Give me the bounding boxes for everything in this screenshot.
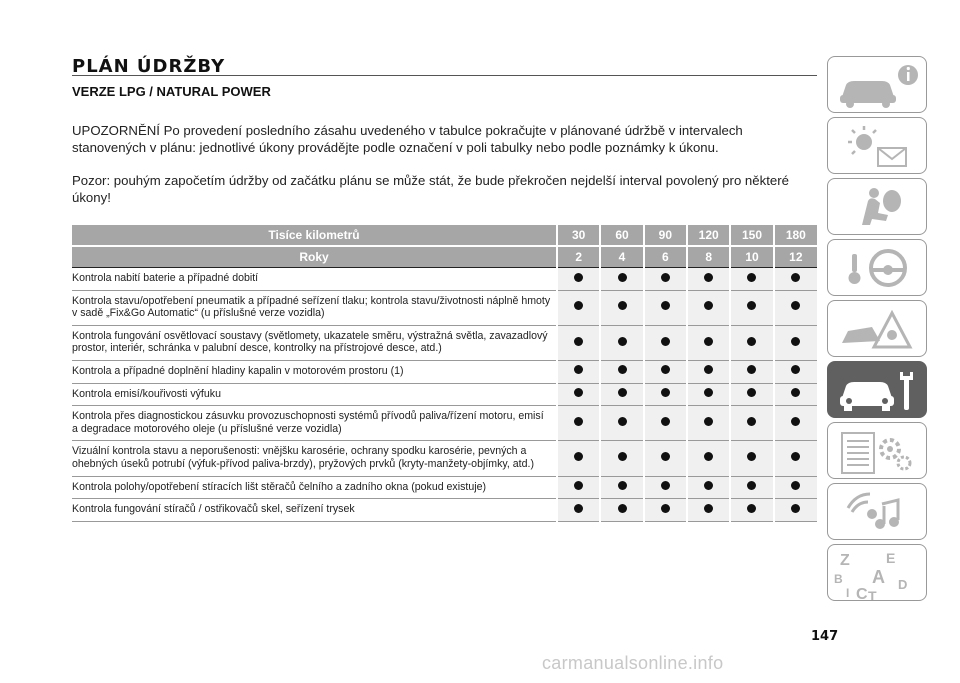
maintenance-table [72,225,817,522]
check-dot-icon [661,504,670,513]
table-row [72,406,817,441]
index-letter: C [856,586,868,602]
header-years-value: 12 [774,246,817,268]
interval-cell [644,325,687,360]
header-years-value: 2 [557,246,600,268]
warning-paragraph: UPOZORNĚNÍ Po provedení posledního zásahu uvedeného v tabulce pokračujte v plánované údržbě v intervalech stanovených v plánu: jednotlivé úkony provádějte podle označení v poli tabulky nebo podle poznámky k úkonu. [72,123,743,155]
header-km-label: Tisíce kilometrů [72,225,557,246]
sidebar-tab-emergency[interactable] [827,300,927,357]
check-dot-icon [618,388,627,397]
interval-cell [557,360,600,383]
header-years-value: 10 [730,246,773,268]
header-years-value: 6 [644,246,687,268]
task-label: Kontrola polohy/opotřebení stíracích lišt stěračů čelního a zadního okna (pokud existuje) [72,476,557,499]
interval-cell [774,383,817,406]
interval-cell [687,406,730,441]
interval-cell [687,383,730,406]
interval-cell [730,383,773,406]
interval-cell [644,406,687,441]
check-dot-icon [574,504,583,513]
page-number: 147 [811,629,839,644]
check-dot-icon [704,301,713,310]
header-km-value: 60 [600,225,643,246]
table-row [72,499,817,522]
interval-cell [557,290,600,325]
check-dot-icon [661,452,670,461]
interval-cell [600,360,643,383]
table-row [72,268,817,291]
check-dot-icon [791,365,800,374]
check-dot-icon [704,388,713,397]
interval-cell [644,476,687,499]
sidebar-tab-warning-lights[interactable] [827,117,927,174]
check-dot-icon [618,504,627,513]
check-dot-icon [747,365,756,374]
check-dot-icon [661,417,670,426]
header-km-value: 90 [644,225,687,246]
check-dot-icon [618,301,627,310]
caution-paragraph: Pozor: pouhým započetím údržby od začátku plánu se může stát, že bude překročen nejdelší interval povolený pro některé úkony! [72,173,789,205]
task-label: Kontrola nabití baterie a případné dobití [72,268,557,291]
interval-cell [557,406,600,441]
check-dot-icon [704,417,713,426]
check-dot-icon [791,337,800,346]
index-letter: Z [840,552,850,569]
interval-cell [644,360,687,383]
interval-cell [557,441,600,476]
sidebar-tab-steering-key[interactable] [827,239,927,296]
section-subtitle: VERZE LPG / NATURAL POWER [72,84,271,99]
index-letter: B [834,572,843,586]
check-dot-icon [574,365,583,374]
interval-cell [557,476,600,499]
table-row [72,441,817,476]
interval-cell [774,441,817,476]
index-letter: T [868,588,877,602]
interval-cell [774,268,817,291]
check-dot-icon [747,388,756,397]
interval-cell [600,406,643,441]
interval-cell [730,441,773,476]
task-label: Kontrola emisí/kouřivosti výfuku [72,383,557,406]
page-title: PLÁN ÚDRŽBY [72,56,226,77]
check-dot-icon [791,481,800,490]
sidebar-tab-airbag-seat[interactable] [827,178,927,235]
interval-cell [774,360,817,383]
interval-cell [557,268,600,291]
interval-cell [730,268,773,291]
interval-cell [774,499,817,522]
header-km-value: 180 [774,225,817,246]
interval-cell [687,441,730,476]
table-row [72,325,817,360]
check-dot-icon [661,388,670,397]
header-row-km [72,225,817,246]
header-row-years [72,246,817,268]
task-label: Kontrola a případné doplnění hladiny kapalin v motorovém prostoru (1) [72,360,557,383]
header-km-value: 30 [557,225,600,246]
interval-cell [557,325,600,360]
check-dot-icon [704,273,713,282]
check-dot-icon [704,452,713,461]
interval-cell [600,325,643,360]
check-dot-icon [574,481,583,490]
check-dot-icon [747,452,756,461]
header-km-value: 120 [687,225,730,246]
check-dot-icon [661,273,670,282]
interval-cell [600,383,643,406]
interval-cell [730,476,773,499]
check-dot-icon [618,337,627,346]
header-years-label: Roky [72,246,557,268]
check-dot-icon [618,273,627,282]
check-dot-icon [791,273,800,282]
interval-cell [600,268,643,291]
interval-cell [730,499,773,522]
interval-cell [687,499,730,522]
interval-cell [687,360,730,383]
check-dot-icon [747,273,756,282]
check-dot-icon [574,417,583,426]
interval-cell [644,290,687,325]
task-label: Vizuální kontrola stavu a neporušenosti: vnějšku karosérie, ochrany spodku karosérie, pevných a ohebných úseků potrubí (výfuk-přívod paliva-brzdy), pryžových prvků (kryty-manžety-objímky, atd.) [72,441,557,476]
interval-cell [774,406,817,441]
task-label: Kontrola fungování stíračů / ostřikovačů skel, seřízení trysek [72,499,557,522]
check-dot-icon [704,481,713,490]
interval-cell [557,383,600,406]
check-dot-icon [704,365,713,374]
check-dot-icon [747,481,756,490]
check-dot-icon [704,504,713,513]
check-dot-icon [661,365,670,374]
check-dot-icon [747,337,756,346]
index-letter: I [846,586,850,600]
title-divider [72,75,817,76]
check-dot-icon [618,481,627,490]
check-dot-icon [574,301,583,310]
index-letter: D [898,577,908,592]
header-years-value: 8 [687,246,730,268]
task-label: Kontrola stavu/opotřebení pneumatik a případné seřízení tlaku; kontrola stavu/životnosti náplně hmoty v sadě „Fix&Go Automatic“ (u příslušné verze vozidla) [72,290,557,325]
interval-cell [774,476,817,499]
interval-cell [644,441,687,476]
task-label: Kontrola přes diagnostickou zásuvku provozuschopnosti systémů přívodů paliva/řízení motoru, emisí a degradace motorového oleje (u příslušné verze vozidla) [72,406,557,441]
header-years-value: 4 [600,246,643,268]
interval-cell [687,325,730,360]
check-dot-icon [704,337,713,346]
interval-cell [687,268,730,291]
interval-cell [600,290,643,325]
interval-cell [644,268,687,291]
interval-cell [644,499,687,522]
interval-cell [600,441,643,476]
interval-cell [730,406,773,441]
interval-cell [600,499,643,522]
interval-cell [644,383,687,406]
table-row [72,290,817,325]
task-label: Kontrola fungování osvětlovací soustavy (světlomety, ukazatele směru, výstražná světla, zavazadlový prostor, interiér, schránka v palubní desce, kontrolky na přístrojové desce, atd.) [72,325,557,360]
table-row [72,383,817,406]
sidebar-tab-car-info[interactable] [827,56,927,113]
check-dot-icon [618,417,627,426]
interval-cell [687,290,730,325]
interval-cell [730,325,773,360]
sidebar-tab-index-letters[interactable] [827,544,927,601]
check-dot-icon [791,388,800,397]
check-dot-icon [661,337,670,346]
check-dot-icon [791,452,800,461]
index-letter: A [872,567,885,587]
check-dot-icon [791,301,800,310]
interval-cell [774,325,817,360]
check-dot-icon [574,337,583,346]
interval-cell [730,360,773,383]
check-dot-icon [661,301,670,310]
check-dot-icon [747,301,756,310]
check-dot-icon [618,452,627,461]
interval-cell [600,476,643,499]
check-dot-icon [661,481,670,490]
sidebar-tab-multimedia[interactable] [827,483,927,540]
interval-cell [730,290,773,325]
check-dot-icon [747,504,756,513]
check-dot-icon [747,417,756,426]
index-letter: E [886,550,896,566]
interval-cell [774,290,817,325]
check-dot-icon [618,365,627,374]
check-dot-icon [574,452,583,461]
check-dot-icon [791,504,800,513]
check-dot-icon [574,273,583,282]
watermark: carmanualsonline.info [542,653,724,673]
check-dot-icon [791,417,800,426]
sidebar-tab-technical-data[interactable] [827,422,927,479]
header-km-value: 150 [730,225,773,246]
check-dot-icon [574,388,583,397]
table-row [72,360,817,383]
table-row [72,476,817,499]
interval-cell [687,476,730,499]
sidebar-tab-car-wrench[interactable] [827,361,927,418]
interval-cell [557,499,600,522]
